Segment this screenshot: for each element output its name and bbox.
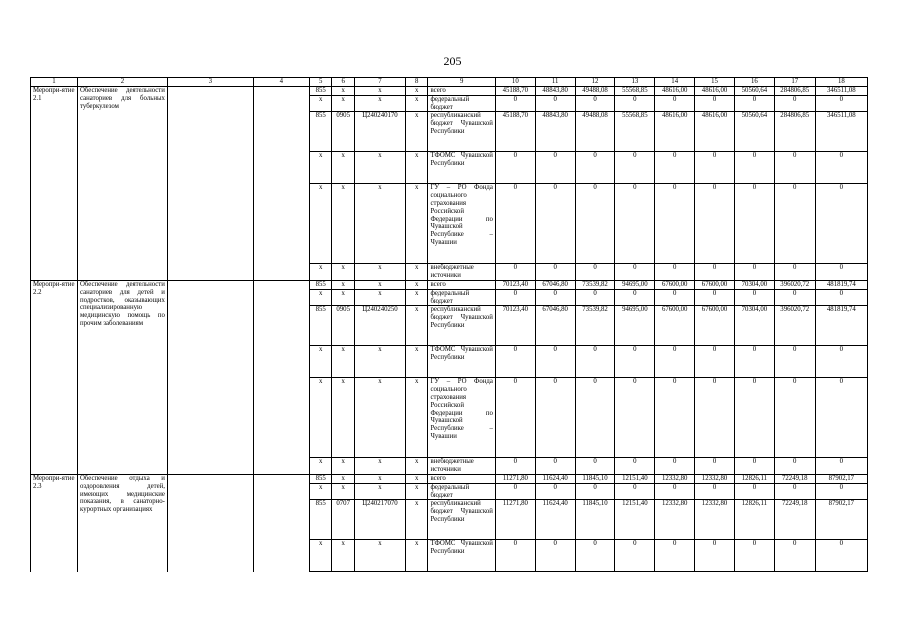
amount-cell: 0 bbox=[575, 458, 615, 475]
code-cell-c5: 855 bbox=[309, 112, 331, 152]
amount-cell: 0 bbox=[734, 264, 774, 281]
code-cell-c7: x bbox=[354, 87, 405, 96]
code-cell-c6: x bbox=[332, 346, 354, 378]
page-number: 205 bbox=[443, 54, 462, 68]
amount-cell: 87902,17 bbox=[815, 474, 867, 483]
amount-cell: 73539,82 bbox=[575, 306, 615, 346]
header-cell: 13 bbox=[615, 78, 655, 87]
amount-cell: 0 bbox=[695, 95, 735, 112]
code-cell-c8: x bbox=[406, 87, 428, 96]
amount-cell: 0 bbox=[655, 346, 695, 378]
amount-cell: 12826,11 bbox=[734, 500, 774, 540]
amount-cell: 0 bbox=[575, 378, 615, 458]
empty-cell-col3 bbox=[167, 87, 253, 281]
amount-cell: 48616,00 bbox=[695, 112, 735, 152]
table-row bbox=[31, 87, 868, 96]
amount-cell: 0 bbox=[535, 264, 575, 281]
amount-cell: 0 bbox=[695, 152, 735, 184]
code-cell-c8: x bbox=[406, 458, 428, 475]
amount-cell: 0 bbox=[695, 289, 735, 306]
amount-cell: 0 bbox=[774, 95, 815, 112]
amount-cell: 346511,08 bbox=[815, 87, 867, 96]
amount-cell: 45188,70 bbox=[495, 87, 535, 96]
measure-name: Меропри-ятие 2.3 bbox=[31, 474, 78, 571]
code-cell-c8: x bbox=[406, 112, 428, 152]
amount-cell: 87902,17 bbox=[815, 500, 867, 540]
amount-cell: 48843,80 bbox=[535, 87, 575, 96]
amount-cell: 0 bbox=[734, 289, 774, 306]
amount-cell: 0 bbox=[734, 540, 774, 572]
amount-cell: 0 bbox=[495, 152, 535, 184]
amount-cell: 67046,80 bbox=[535, 280, 575, 289]
funding-source: федеральный бюджет bbox=[428, 289, 495, 306]
amount-cell: 11624,40 bbox=[535, 500, 575, 540]
amount-cell: 0 bbox=[575, 264, 615, 281]
amount-cell: 0 bbox=[734, 95, 774, 112]
code-cell-c5: 855 bbox=[309, 280, 331, 289]
header-cell: 6 bbox=[332, 78, 354, 87]
amount-cell: 11624,40 bbox=[535, 474, 575, 483]
amount-cell: 0 bbox=[575, 346, 615, 378]
amount-cell: 67600,00 bbox=[695, 280, 735, 289]
code-cell-c6: x bbox=[332, 264, 354, 281]
code-cell-c7: x bbox=[354, 152, 405, 184]
code-cell-c7: x bbox=[354, 95, 405, 112]
funding-source: федеральный бюджет bbox=[428, 483, 495, 500]
code-cell-c7: Ц240240170 bbox=[354, 112, 405, 152]
amount-cell: 0 bbox=[734, 483, 774, 500]
amount-cell: 0 bbox=[815, 483, 867, 500]
amount-cell: 0 bbox=[774, 289, 815, 306]
amount-cell: 48616,00 bbox=[695, 87, 735, 96]
amount-cell: 481819,74 bbox=[815, 280, 867, 289]
funding-source: всего bbox=[428, 474, 495, 483]
header-cell: 4 bbox=[253, 78, 309, 87]
amount-cell: 0 bbox=[734, 184, 774, 264]
amount-cell: 0 bbox=[655, 378, 695, 458]
amount-cell: 0 bbox=[774, 184, 815, 264]
header-cell: 14 bbox=[655, 78, 695, 87]
code-cell-c5: 855 bbox=[309, 306, 331, 346]
amount-cell: 0 bbox=[535, 483, 575, 500]
code-cell-c5: 855 bbox=[309, 474, 331, 483]
code-cell-c6: 0905 bbox=[332, 112, 354, 152]
table-row bbox=[31, 280, 868, 289]
funding-source: ГУ – РО Фонда социального страхования Российской Федерации по Чувашской Республике – Чувашии bbox=[428, 184, 495, 264]
code-cell-c8: x bbox=[406, 289, 428, 306]
amount-cell: 0 bbox=[495, 264, 535, 281]
amount-cell: 0 bbox=[815, 184, 867, 264]
code-cell-c8: x bbox=[406, 483, 428, 500]
funding-source: всего bbox=[428, 87, 495, 96]
code-cell-c7: x bbox=[354, 264, 405, 281]
amount-cell: 481819,74 bbox=[815, 306, 867, 346]
code-cell-c7: x bbox=[354, 458, 405, 475]
table-row bbox=[31, 474, 868, 483]
funding-source: внебюджетные источники bbox=[428, 264, 495, 281]
code-cell-c6: x bbox=[332, 289, 354, 306]
funding-source: ТФОМС Чувашской Республики bbox=[428, 540, 495, 572]
code-cell-c8: x bbox=[406, 540, 428, 572]
amount-cell: 284806,85 bbox=[774, 112, 815, 152]
code-cell-c5: x bbox=[309, 346, 331, 378]
amount-cell: 0 bbox=[575, 184, 615, 264]
amount-cell: 0 bbox=[535, 289, 575, 306]
amount-cell: 49488,08 bbox=[575, 87, 615, 96]
amount-cell: 0 bbox=[815, 152, 867, 184]
header-cell: 18 bbox=[815, 78, 867, 87]
header-cell: 9 bbox=[428, 78, 495, 87]
amount-cell: 0 bbox=[734, 458, 774, 475]
amount-cell: 0 bbox=[655, 152, 695, 184]
amount-cell: 11845,10 bbox=[575, 500, 615, 540]
funding-source: ТФОМС Чувашской Республики bbox=[428, 152, 495, 184]
measure-description: Обеспечение деятельности санаториев для больных туберкулезом bbox=[78, 87, 168, 281]
code-cell-c5: x bbox=[309, 152, 331, 184]
amount-cell: 0 bbox=[615, 458, 655, 475]
code-cell-c6: x bbox=[332, 458, 354, 475]
amount-cell: 0 bbox=[815, 378, 867, 458]
header-cell: 2 bbox=[78, 78, 168, 87]
code-cell-c6: x bbox=[332, 474, 354, 483]
amount-cell: 346511,08 bbox=[815, 112, 867, 152]
measure-description: Обеспечение деятельности санаториев для детей и подростков, оказывающих специализированную медицинскую помощь по прочим заболеваниям bbox=[78, 280, 168, 474]
amount-cell: 0 bbox=[695, 458, 735, 475]
budget-table bbox=[30, 77, 868, 572]
code-cell-c7: x bbox=[354, 540, 405, 572]
amount-cell: 12332,80 bbox=[655, 500, 695, 540]
amount-cell: 0 bbox=[495, 458, 535, 475]
funding-source: республиканский бюджет Чувашской Республики bbox=[428, 306, 495, 346]
amount-cell: 0 bbox=[535, 346, 575, 378]
amount-cell: 67600,00 bbox=[655, 306, 695, 346]
amount-cell: 0 bbox=[615, 483, 655, 500]
amount-cell: 0 bbox=[695, 483, 735, 500]
amount-cell: 0 bbox=[615, 289, 655, 306]
amount-cell: 0 bbox=[695, 346, 735, 378]
amount-cell: 73539,82 bbox=[575, 280, 615, 289]
code-cell-c6: x bbox=[332, 483, 354, 500]
code-cell-c7: Ц240217070 bbox=[354, 500, 405, 540]
header-cell: 1 bbox=[31, 78, 78, 87]
amount-cell: 0 bbox=[495, 540, 535, 572]
measure-name: Меропри-ятие 2.2 bbox=[31, 280, 78, 474]
funding-source: республиканский бюджет Чувашской Республики bbox=[428, 500, 495, 540]
code-cell-c5: x bbox=[309, 184, 331, 264]
header-cell: 16 bbox=[734, 78, 774, 87]
amount-cell: 94695,00 bbox=[615, 306, 655, 346]
amount-cell: 0 bbox=[615, 95, 655, 112]
amount-cell: 0 bbox=[695, 184, 735, 264]
amount-cell: 0 bbox=[774, 264, 815, 281]
amount-cell: 70123,40 bbox=[495, 306, 535, 346]
amount-cell: 0 bbox=[495, 378, 535, 458]
amount-cell: 11271,80 bbox=[495, 474, 535, 483]
header-cell: 3 bbox=[167, 78, 253, 87]
code-cell-c6: x bbox=[332, 184, 354, 264]
header-cell: 15 bbox=[695, 78, 735, 87]
amount-cell: 50560,64 bbox=[734, 112, 774, 152]
funding-source: республиканский бюджет Чувашской Республики bbox=[428, 112, 495, 152]
amount-cell: 0 bbox=[815, 458, 867, 475]
amount-cell: 72249,18 bbox=[774, 474, 815, 483]
amount-cell: 67046,80 bbox=[535, 306, 575, 346]
code-cell-c7: Ц240240250 bbox=[354, 306, 405, 346]
code-cell-c8: x bbox=[406, 184, 428, 264]
code-cell-c6: x bbox=[332, 152, 354, 184]
amount-cell: 0 bbox=[734, 152, 774, 184]
header-cell: 12 bbox=[575, 78, 615, 87]
amount-cell: 0 bbox=[495, 346, 535, 378]
code-cell-c8: x bbox=[406, 280, 428, 289]
code-cell-c8: x bbox=[406, 346, 428, 378]
header-cell: 5 bbox=[309, 78, 331, 87]
funding-source: федеральный бюджет bbox=[428, 95, 495, 112]
header-cell: 17 bbox=[774, 78, 815, 87]
code-cell-c7: x bbox=[354, 346, 405, 378]
amount-cell: 0 bbox=[575, 540, 615, 572]
funding-source: ГУ – РО Фонда социального страхования Российской Федерации по Чувашской Республике – Чувашии bbox=[428, 378, 495, 458]
amount-cell: 0 bbox=[774, 483, 815, 500]
amount-cell: 0 bbox=[615, 378, 655, 458]
amount-cell: 48843,80 bbox=[535, 112, 575, 152]
code-cell-c6: x bbox=[332, 540, 354, 572]
code-cell-c8: x bbox=[406, 264, 428, 281]
amount-cell: 0 bbox=[535, 95, 575, 112]
amount-cell: 70304,00 bbox=[734, 306, 774, 346]
amount-cell: 0 bbox=[575, 483, 615, 500]
amount-cell: 0 bbox=[655, 458, 695, 475]
amount-cell: 0 bbox=[575, 152, 615, 184]
code-cell-c5: 855 bbox=[309, 500, 331, 540]
amount-cell: 0 bbox=[815, 264, 867, 281]
code-cell-c6: x bbox=[332, 95, 354, 112]
code-cell-c8: x bbox=[406, 378, 428, 458]
amount-cell: 48616,00 bbox=[655, 112, 695, 152]
amount-cell: 0 bbox=[774, 458, 815, 475]
amount-cell: 0 bbox=[655, 540, 695, 572]
amount-cell: 0 bbox=[695, 264, 735, 281]
funding-source: внебюджетные источники bbox=[428, 458, 495, 475]
code-cell-c8: x bbox=[406, 474, 428, 483]
amount-cell: 0 bbox=[655, 264, 695, 281]
amount-cell: 0 bbox=[535, 540, 575, 572]
empty-cell-col4 bbox=[253, 87, 309, 281]
amount-cell: 0 bbox=[734, 346, 774, 378]
amount-cell: 45188,70 bbox=[495, 112, 535, 152]
code-cell-c6: 0905 bbox=[332, 306, 354, 346]
amount-cell: 0 bbox=[815, 346, 867, 378]
code-cell-c8: x bbox=[406, 152, 428, 184]
amount-cell: 0 bbox=[815, 540, 867, 572]
empty-cell-col3 bbox=[167, 474, 253, 571]
code-cell-c5: x bbox=[309, 95, 331, 112]
amount-cell: 12332,80 bbox=[695, 500, 735, 540]
amount-cell: 48616,00 bbox=[655, 87, 695, 96]
header-cell: 8 bbox=[406, 78, 428, 87]
code-cell-c8: x bbox=[406, 95, 428, 112]
amount-cell: 11845,10 bbox=[575, 474, 615, 483]
empty-cell-col3 bbox=[167, 280, 253, 474]
amount-cell: 55568,85 bbox=[615, 87, 655, 96]
amount-cell: 0 bbox=[535, 184, 575, 264]
amount-cell: 50560,64 bbox=[734, 87, 774, 96]
code-cell-c7: x bbox=[354, 474, 405, 483]
amount-cell: 0 bbox=[734, 378, 774, 458]
amount-cell: 12826,11 bbox=[734, 474, 774, 483]
amount-cell: 67600,00 bbox=[655, 280, 695, 289]
amount-cell: 0 bbox=[815, 95, 867, 112]
amount-cell: 0 bbox=[655, 95, 695, 112]
header-cell: 11 bbox=[535, 78, 575, 87]
amount-cell: 0 bbox=[655, 289, 695, 306]
code-cell-c7: x bbox=[354, 378, 405, 458]
code-cell-c6: x bbox=[332, 280, 354, 289]
empty-cell-col4 bbox=[253, 474, 309, 571]
amount-cell: 0 bbox=[695, 540, 735, 572]
amount-cell: 0 bbox=[815, 289, 867, 306]
header-cell: 7 bbox=[354, 78, 405, 87]
amount-cell: 0 bbox=[695, 378, 735, 458]
code-cell-c7: x bbox=[354, 483, 405, 500]
code-cell-c8: x bbox=[406, 306, 428, 346]
code-cell-c7: x bbox=[354, 280, 405, 289]
code-cell-c6: 0707 bbox=[332, 500, 354, 540]
amount-cell: 55568,85 bbox=[615, 112, 655, 152]
amount-cell: 0 bbox=[615, 184, 655, 264]
code-cell-c5: x bbox=[309, 378, 331, 458]
header-row bbox=[31, 78, 868, 87]
amount-cell: 396020,72 bbox=[774, 280, 815, 289]
amount-cell: 0 bbox=[774, 152, 815, 184]
amount-cell: 0 bbox=[575, 289, 615, 306]
amount-cell: 0 bbox=[495, 483, 535, 500]
code-cell-c7: x bbox=[354, 289, 405, 306]
code-cell-c5: x bbox=[309, 264, 331, 281]
code-cell-c7: x bbox=[354, 184, 405, 264]
amount-cell: 12151,40 bbox=[615, 500, 655, 540]
amount-cell: 72249,18 bbox=[774, 500, 815, 540]
amount-cell: 11271,80 bbox=[495, 500, 535, 540]
amount-cell: 0 bbox=[615, 346, 655, 378]
amount-cell: 0 bbox=[774, 540, 815, 572]
empty-cell-col4 bbox=[253, 280, 309, 474]
code-cell-c5: 855 bbox=[309, 87, 331, 96]
funding-source: всего bbox=[428, 280, 495, 289]
amount-cell: 0 bbox=[495, 184, 535, 264]
amount-cell: 0 bbox=[495, 95, 535, 112]
amount-cell: 0 bbox=[575, 95, 615, 112]
amount-cell: 70304,00 bbox=[734, 280, 774, 289]
measure-name: Меропри-ятие 2.1 bbox=[31, 87, 78, 281]
amount-cell: 396020,72 bbox=[774, 306, 815, 346]
measure-description: Обеспечение отдыха и оздоровления детей, имеющих медицинские показания, в санаторно-курортных организациях bbox=[78, 474, 168, 571]
header-cell: 10 bbox=[495, 78, 535, 87]
amount-cell: 94695,00 bbox=[615, 280, 655, 289]
amount-cell: 12151,40 bbox=[615, 474, 655, 483]
amount-cell: 67600,00 bbox=[695, 306, 735, 346]
amount-cell: 70123,40 bbox=[495, 280, 535, 289]
amount-cell: 0 bbox=[535, 458, 575, 475]
amount-cell: 0 bbox=[615, 264, 655, 281]
funding-source: ТФОМС Чувашской Республики bbox=[428, 346, 495, 378]
amount-cell: 12332,80 bbox=[695, 474, 735, 483]
amount-cell: 0 bbox=[535, 152, 575, 184]
amount-cell: 0 bbox=[495, 289, 535, 306]
amount-cell: 284806,85 bbox=[774, 87, 815, 96]
code-cell-c5: x bbox=[309, 289, 331, 306]
amount-cell: 0 bbox=[535, 378, 575, 458]
amount-cell: 0 bbox=[655, 184, 695, 264]
amount-cell: 0 bbox=[615, 152, 655, 184]
amount-cell: 0 bbox=[655, 483, 695, 500]
amount-cell: 0 bbox=[774, 346, 815, 378]
amount-cell: 49488,08 bbox=[575, 112, 615, 152]
amount-cell: 12332,80 bbox=[655, 474, 695, 483]
code-cell-c8: x bbox=[406, 500, 428, 540]
code-cell-c5: x bbox=[309, 540, 331, 572]
code-cell-c5: x bbox=[309, 483, 331, 500]
code-cell-c6: x bbox=[332, 378, 354, 458]
code-cell-c5: x bbox=[309, 458, 331, 475]
amount-cell: 0 bbox=[774, 378, 815, 458]
amount-cell: 0 bbox=[615, 540, 655, 572]
code-cell-c6: x bbox=[332, 87, 354, 96]
